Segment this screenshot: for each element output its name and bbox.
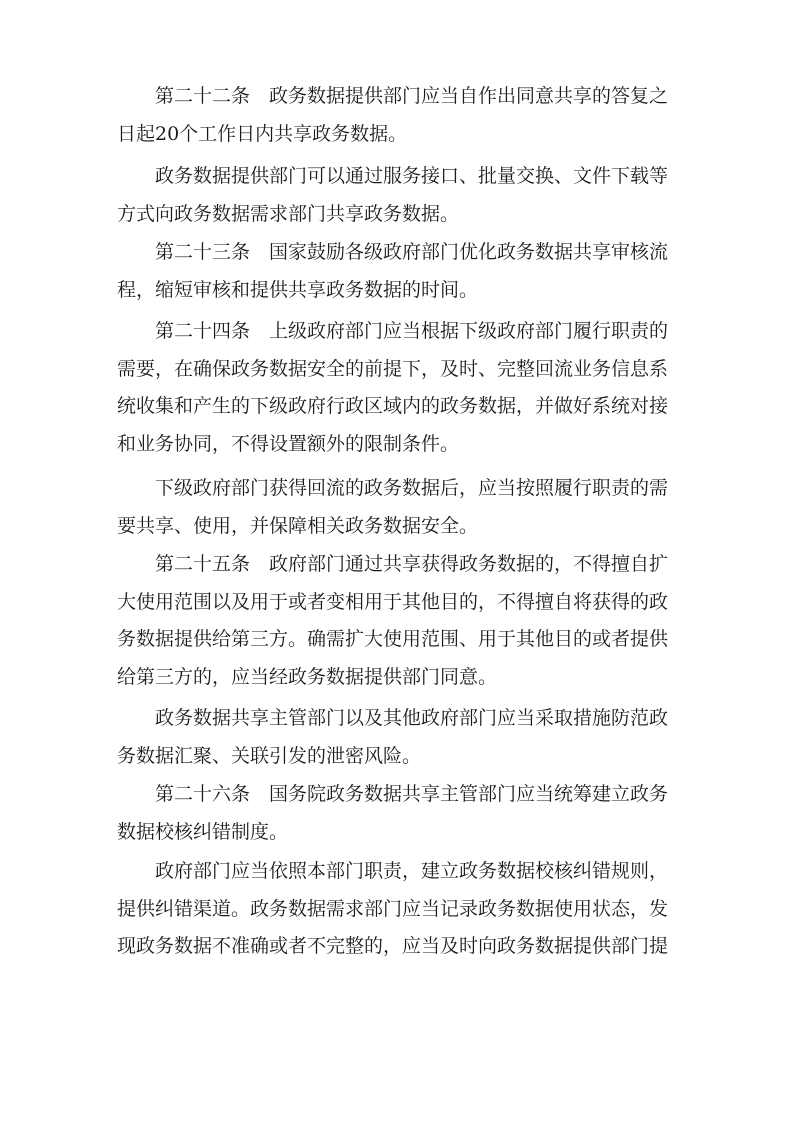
text-line: 要共享、使用，并保障相关政务数据安全。 <box>117 514 479 537</box>
article-22-second-paragraph <box>117 158 687 233</box>
text-line: 第二十五条 政府部门通过共享获得政务数据的，不得擅自扩 <box>155 553 669 575</box>
article-26-second-paragraph <box>117 853 687 966</box>
text-line: 政务数据共享主管部门以及其他政府部门应当采取措施防范政 <box>155 707 669 729</box>
text-line: 给第三方的，应当经政务数据提供部门同意。 <box>117 665 498 688</box>
article-24-paragraph <box>117 313 687 463</box>
article-26-paragraph <box>117 776 687 851</box>
article-25-paragraph <box>117 546 687 696</box>
text-line: 提供纠错渠道。政务数据需求部门应当记录政务数据使用状态，发 <box>117 897 669 920</box>
article-25-second-paragraph <box>117 700 687 775</box>
article-23-paragraph <box>117 234 687 309</box>
text-line: 程，缩短审核和提供共享政务数据的时间。 <box>117 278 479 301</box>
text-line: 务数据汇聚、关联引发的泄密风险。 <box>117 744 422 767</box>
text-line: 第二十三条 国家鼓励各级政府部门优化政务数据共享审核流 <box>155 241 669 263</box>
text-line: 方式向政务数据需求部门共享政务数据。 <box>117 202 460 225</box>
article-22-paragraph <box>117 78 687 153</box>
text-line: 需要，在确保政务数据安全的前提下，及时、完整回流业务信息系 <box>117 357 669 380</box>
text-line: 和业务协同，不得设置额外的限制条件。 <box>117 432 460 455</box>
text-line: 现政务数据不准确或者不完整的，应当及时向政务数据提供部门提 <box>117 935 669 957</box>
text-line: 日起20个工作日内共享政务数据。 <box>117 122 408 145</box>
text-line: 第二十四条 上级政府部门应当根据下级政府部门履行职责的 <box>155 320 669 342</box>
text-line: 第二十二条 政务数据提供部门应当自作出同意共享的答复之 <box>155 85 669 107</box>
article-24-second-paragraph <box>117 470 687 545</box>
text-line: 政府部门应当依照本部门职责，建立政务数据校核纠错规则， <box>155 860 669 882</box>
text-line: 务数据提供给第三方。确需扩大使用范围、用于其他目的或者提供 <box>117 628 669 650</box>
text-line: 政务数据提供部门可以通过服务接口、批量交换、文件下载等 <box>155 165 669 187</box>
text-line: 大使用范围以及用于或者变相用于其他目的，不得擅自将获得的政 <box>117 590 669 613</box>
text-line: 第二十六条 国务院政务数据共享主管部门应当统筹建立政务 <box>155 783 669 805</box>
text-line: 统收集和产生的下级政府行政区域内的政务数据，并做好系统对接 <box>117 395 669 417</box>
text-line: 数据校核纠错制度。 <box>117 820 289 843</box>
text-line: 下级政府部门获得回流的政务数据后，应当按照履行职责的需 <box>155 477 669 499</box>
